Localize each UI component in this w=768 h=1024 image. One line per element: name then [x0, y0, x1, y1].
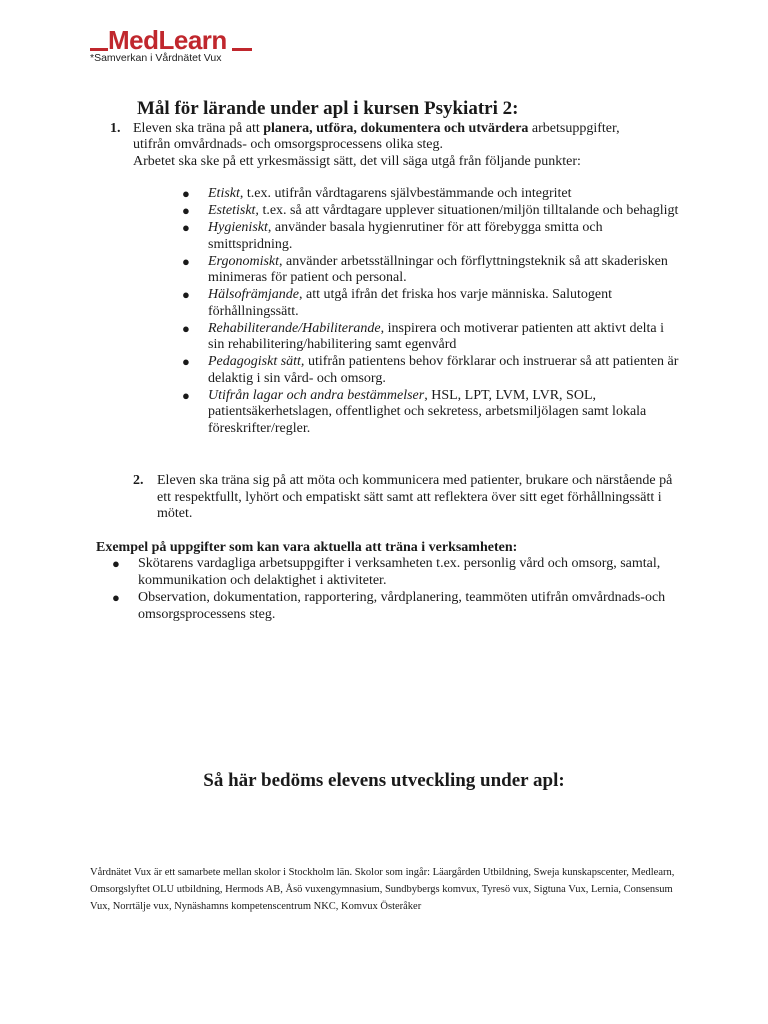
logo-underline-left — [90, 48, 108, 51]
bullet-dot: ● — [182, 203, 190, 218]
list-item — [112, 556, 672, 589]
bullet-term: Pedagogiskt sätt, — [208, 354, 305, 369]
bullet-dot: ● — [182, 320, 190, 336]
header-logo — [90, 26, 227, 54]
bullet-term: Estetiskt, — [208, 203, 259, 218]
item-1-number: 1. — [110, 121, 121, 136]
item-1-line-1-prefix: Eleven ska träna på att — [133, 121, 264, 136]
bullet-term: Utifrån lagar och andra bestämmelser — [208, 387, 425, 403]
examples-heading: Exempel på uppgifter som kan vara aktuella att träna i verksamheten: — [96, 540, 518, 555]
footer-text: Vårdnätet Vux är ett samarbete mellan skolor i Stockholm län. Skolor som ingår: Läargården Utbildning, Sweja kunskapscenter, Medlearn, Omsorgslyftet OLU utbildning, Hermods AB, Åsö vuxengymnasium, Sundbybergs komvux, Tyresö vux, Sigtuna Vux, Lernia, Consensum Vux, Norrtälje vux, Nynäshamns kompetenscentrum NKC, Komvux Österåker — [90, 867, 675, 912]
bullet-text: , att utgå ifrån det friska hos varje människa. Salutogent förhållningssätt. — [208, 287, 612, 319]
bullet-text: utifrån patientens behov förklarar och instruerar så att patienten är delaktig i sin vård- och omsorg. — [208, 354, 679, 386]
bullet-dot: ● — [182, 220, 190, 235]
item-1-line-1-suffix: arbetsuppgifter, — [528, 121, 620, 136]
bullet-text: , HSL, LPT, LVM, LVR, SOL, patientsäkerhetslagen, offentlighet och sekretess, arbetsmiljölagen samt lokala föreskrifter/regler. — [208, 387, 647, 436]
header-tagline: *Samverkan i Vårdnätet Vux — [90, 52, 222, 64]
page-title: Mål för lärande under apl i kursen Psykiatri 2: — [137, 98, 519, 119]
item-2-number: 2. — [133, 473, 144, 488]
item-2-text: Eleven ska träna sig på att möta och kommunicera med patienter, brukare och närstående på ett respektfullt, lyhört och empatiskt sätt samt att reflektera över sitt eget förhållningssätt i mötet. — [157, 473, 673, 521]
list-item — [180, 388, 680, 438]
bullet-term: Hälsofrämjande — [208, 287, 299, 302]
bullet-text: , t.ex. utifrån vårdtagarens självbestämmande och integritet — [239, 186, 572, 201]
bullet-dot: ● — [182, 387, 190, 403]
logo-underline-right — [232, 48, 252, 51]
logo-text: MedLearn — [108, 25, 227, 55]
list-item — [112, 590, 672, 623]
item-1-line-1 — [133, 121, 693, 138]
assessment-heading: Så här bedöms elevens utveckling under apl: — [203, 770, 565, 791]
list-item — [180, 287, 680, 320]
examples-list — [112, 556, 672, 624]
example-text: Skötarens vardagliga arbetsuppgifter i verksamheten t.ex. personlig vård och omsorg, samtal, kommunikation och delaktighet i aktiviteter. — [138, 556, 661, 588]
item-1-line-1-bold: planera, utföra, dokumentera och utvärdera — [263, 121, 529, 136]
list-item — [180, 220, 680, 253]
list-item — [180, 321, 680, 354]
bullet-term: Etiskt — [208, 186, 240, 201]
bullet-dot: ● — [182, 253, 190, 269]
bullet-text: t.ex. så att vårdtagare upplever situationen/miljön tilltalande och behagligt — [258, 203, 679, 218]
principles-list — [180, 186, 680, 438]
bullet-text: , använder arbetsställningar och förflyttningsteknik så att skaderisken minimeras för patient och personal. — [208, 253, 668, 285]
bullet-dot: ● — [182, 287, 190, 302]
list-item — [180, 186, 680, 203]
bullet-text: , inspirera och motiverar patienten att aktivt delta i sin rehabilitering/habilitering samt egenvård — [208, 320, 665, 352]
item-1-line-2: utifrån omvårdnads- och omsorgsprocessens olika steg. — [133, 137, 444, 152]
list-item — [180, 254, 680, 287]
item-1-line-3: Arbetet ska ske på ett yrkesmässigt sätt, det vill säga utgå från följande punkter: — [133, 154, 581, 169]
bullet-term: Rehabiliterande/Habiliterande — [208, 320, 381, 336]
example-text: Observation, dokumentation, rapportering, vårdplanering, teammöten utifrån omvårdnads-och omsorgsprocessens steg. — [138, 590, 666, 622]
bullet-dot: ● — [182, 354, 190, 369]
bullet-term: Ergonomiskt — [208, 253, 280, 269]
bullet-dot: ● — [112, 590, 120, 605]
bullet-term: Hygieniskt — [208, 220, 268, 235]
bullet-dot: ● — [112, 556, 120, 571]
list-item — [180, 354, 680, 387]
bullet-dot: ● — [182, 186, 190, 201]
medlearn-logo — [90, 26, 227, 54]
list-item — [180, 203, 680, 220]
bullet-text: , använder basala hygienrutiner för att förebygga smitta och smittspridning. — [208, 220, 603, 252]
